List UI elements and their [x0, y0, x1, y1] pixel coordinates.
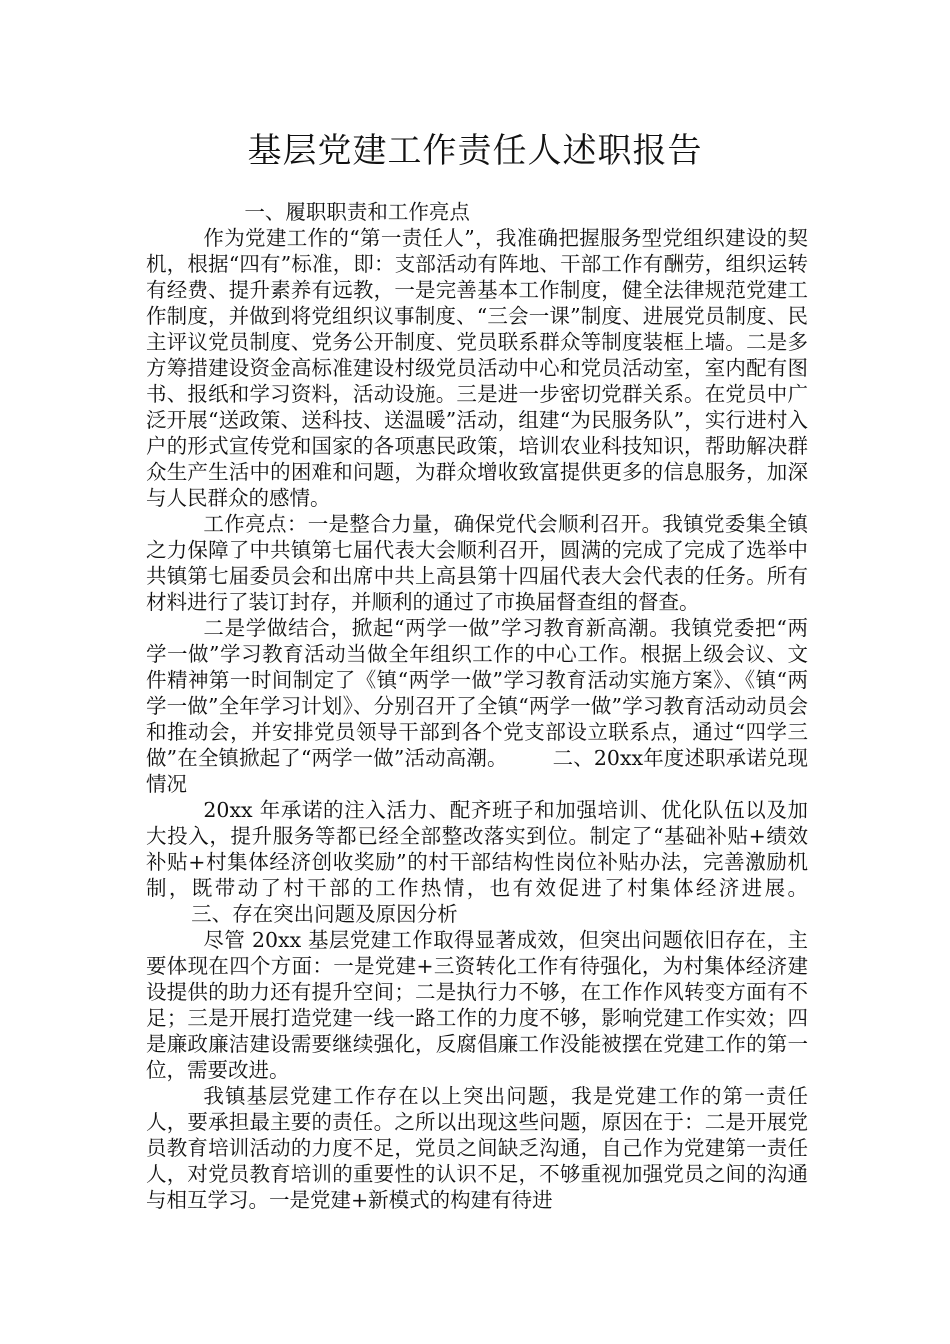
paragraph-1: 作为党建工作的“第一责任人”，我准确把握服务型党组织建设的契机，根据“四有”标准，即：支部活动有阵地、干部工作有酬劳，组织运转有经费、提升素养有远教，一是完善基本工作制度，健全法律规范党建工作制度，并做到将党组织议事制度、“三会一课”制度、进展党员制度、民主评议党员制度、党务公开制度、党员联系群众等制度装框上墙。二是多方筹措建设资金高标准建设村级党员活动中心和党员活动室，室内配有图书、报纸和学习资料，活动设施。三是进一步密切党群关系。在党员中广泛开展“送政策、送科技、送温暖”活动，组建“为民服务队”，实行进村入户的形式宣传党和国家的各项惠民政策，培训农业科技知识，帮助解决群众生产生活中的困难和问题，为群众增收致富提供更多的信息服务，加深与人民群众的感情。: [146, 226, 808, 510]
paragraph-4-text: 20xx 年承诺的注入活力、配齐班子和加强培训、优化队伍以及加大投入，提升服务等都已经全部整改落实到位。制定了“基础补贴+绩效补贴+村集体经济创收奖励”的村干部结构性岗位补贴办法，完善激励机制，既带动了村干部的工作热情，也有效促进了村集体经济进展。: [146, 798, 808, 900]
section-heading-3: 三、存在突出问题及原因分析: [191, 902, 458, 926]
document-body: [146, 199, 808, 1213]
section-heading-2: 二、20xx年度述职承诺兑现情况: [146, 746, 808, 796]
paragraph-2: 工作亮点：一是整合力量，确保党代会顺利召开。我镇党委集全镇之力保障了中共镇第七届代表大会顺利召开，圆满的完成了完成了选举中共镇第七届委员会和出席中共上高县第十四届代表大会代表的任务。所有材料进行了装订封存，并顺利的通过了市换届督查组的督查。: [146, 512, 808, 614]
paragraph-3: [146, 615, 808, 797]
paragraph-4: [146, 797, 808, 927]
paragraph-3-text: 二是学做结合，掀起“两学一做”学习教育新高潮。我镇党委把“两学一做”学习教育活动当做全年组织工作的中心工作。根据上级会议、文件精神第一时间制定了《镇“两学一做”学习教育活动实施方案》、《镇“两学一做”全年学习计划》、分别召开了全镇“两学一做”学习教育活动动员会和推动会，并安排党员领导干部到各个党支部设立联系点，通过“四学三做”在全镇掀起了“两学一做”活动高潮。: [146, 616, 808, 770]
section-heading-1: 一、履职职责和工作亮点: [244, 200, 470, 224]
paragraph-6: 我镇基层党建工作存在以上突出问题，我是党建工作的第一责任人，要承担最主要的责任。之所以出现这些问题，原因在于：二是开展党员教育培训活动的力度不足，党员之间缺乏沟通，自己作为党建第一责任人，对党员教育培训的重要性的认识不足，不够重视加强党员之间的沟通与相互学习。一是党建+新模式的构建有待进: [146, 1084, 808, 1212]
paragraph-5: 尽管 20xx 基层党建工作取得显著成效，但突出问题依旧存在，主要体现在四个方面：一是党建+三资转化工作有待强化，为村集体经济建设提供的助力还有提升空间；二是执行力不够，在工作作风转变方面有不足；三是开展打造党建一线一路工作的力度不够，影响党建工作实效；四是廉政廉洁建设需要继续强化，反腐倡廉工作没能被摆在党建工作的第一位，需要改进。: [146, 928, 808, 1082]
document-title: 基层党建工作责任人述职报告: [247, 131, 703, 171]
